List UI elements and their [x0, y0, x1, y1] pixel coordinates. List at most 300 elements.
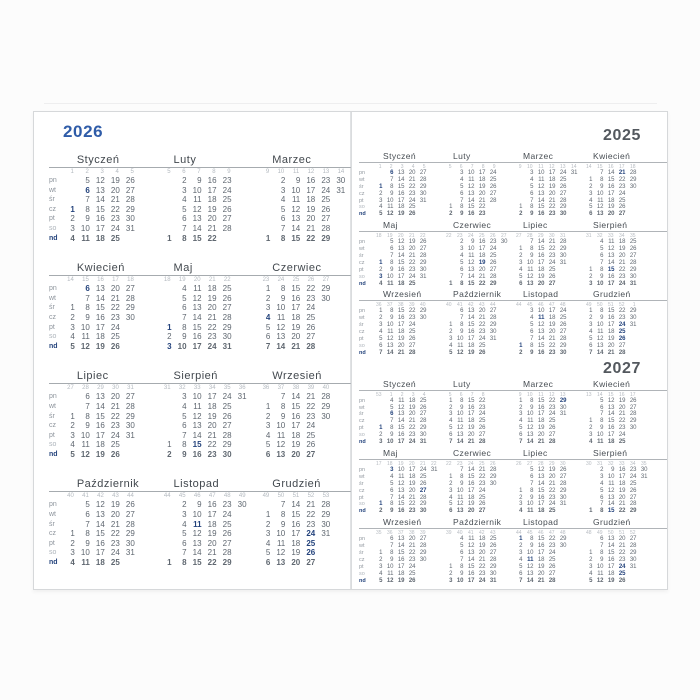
day-label: pt — [49, 215, 55, 223]
day-cell: 24 — [110, 223, 120, 233]
day-cell — [443, 536, 454, 543]
day-cell: 12 — [276, 322, 286, 332]
day-cell: 15 — [291, 284, 301, 294]
day-cell: 18 — [408, 473, 416, 480]
day-cell: 20 — [607, 342, 615, 349]
day-cell: 11 — [193, 195, 202, 205]
week-number: 22 — [419, 233, 426, 240]
day-cell — [638, 488, 649, 495]
day-cell: 12 — [537, 466, 545, 473]
day-row-pn — [373, 536, 443, 543]
day-label: pt — [359, 425, 364, 432]
day-cell — [373, 253, 384, 260]
day-cell: 23 — [478, 211, 486, 218]
day-cell: 23 — [478, 480, 486, 487]
day-cell: 22 — [618, 418, 626, 425]
month-grid — [62, 493, 156, 567]
day-cell: 5 — [390, 480, 394, 487]
week-number: 5 — [448, 164, 452, 170]
day-cell: 15 — [537, 397, 545, 404]
day-cell: 7 — [182, 430, 187, 440]
day-cell: 7 — [519, 577, 523, 584]
day-cell: 30 — [321, 411, 331, 421]
month-name-slot — [159, 154, 253, 166]
day-cell: 24 — [110, 322, 120, 332]
day-label: wt — [359, 176, 365, 183]
week-number: 36 — [375, 302, 382, 309]
day-label: cz — [359, 418, 365, 425]
day-cell: 6 — [182, 538, 187, 548]
day-cell — [443, 260, 454, 267]
week-number: 12 — [548, 164, 555, 170]
day-cell: 5 — [182, 411, 187, 421]
day-row-cz — [583, 191, 653, 198]
day-cell: 10 — [596, 322, 604, 329]
day-cell: 20 — [291, 558, 301, 568]
day-label: cz — [49, 205, 56, 213]
week-number: 41 — [456, 302, 463, 309]
day-label: so — [359, 501, 365, 508]
week-number: 48 — [559, 530, 566, 537]
day-label: pt — [359, 336, 364, 343]
day-cell: 18 — [207, 519, 217, 529]
day-cell: 5 — [449, 501, 453, 508]
day-row-sr — [373, 411, 443, 418]
day-cell — [638, 508, 649, 515]
day-cell: 17 — [607, 280, 615, 287]
day-cell: 6 — [589, 211, 593, 218]
day-cell — [317, 313, 332, 323]
day-cell: 31 — [125, 430, 135, 440]
day-row-wt — [257, 402, 351, 412]
day-cell: 3 — [70, 322, 75, 332]
month-name-slot — [513, 380, 583, 389]
month-name: Lipiec — [523, 447, 548, 458]
day-cell: 23 — [408, 190, 416, 197]
day-cell: 25 — [489, 176, 497, 183]
day-cell: 19 — [207, 411, 217, 421]
week-number: 9 — [518, 391, 522, 398]
week-number: 19 — [386, 233, 393, 240]
day-cell: 25 — [478, 418, 486, 425]
day-row-pn — [513, 536, 583, 543]
day-cell: 16 — [537, 349, 545, 356]
day-cell — [513, 198, 524, 205]
day-label: pn — [359, 239, 366, 246]
day-cell: 6 — [390, 487, 394, 494]
day-cell: 28 — [548, 577, 556, 584]
day-label: pn — [359, 466, 366, 473]
day-cell: 21 — [478, 273, 486, 280]
month-slot — [443, 164, 513, 218]
week-number: 34 — [629, 460, 636, 467]
day-cell: 1 — [589, 176, 593, 183]
day-cell: 26 — [559, 322, 567, 329]
day-cell — [234, 548, 249, 558]
day-cell: 27 — [125, 284, 135, 294]
day-cell: 9 — [390, 508, 394, 515]
week-number: 9 — [518, 164, 522, 170]
day-cell: 17 — [207, 185, 217, 195]
month-name-slot — [513, 518, 583, 527]
week-number: 45 — [526, 302, 533, 309]
day-cell — [234, 421, 249, 431]
month-name: Kwiecień — [593, 151, 631, 161]
week-number: 49 — [238, 493, 246, 500]
month-name-slot — [443, 518, 513, 527]
day-cell — [487, 350, 498, 357]
day-cell: 13 — [526, 280, 534, 287]
day-cell: 20 — [618, 253, 626, 260]
day-cell: 18 — [607, 570, 615, 577]
day-cell: 3 — [589, 432, 593, 439]
day-cell: 31 — [559, 259, 567, 266]
day-cell: 1 — [519, 397, 523, 404]
month-slot — [583, 164, 653, 218]
day-cell: 6 — [519, 570, 523, 577]
day-cell: 27 — [489, 190, 497, 197]
day-cell: 26 — [478, 501, 486, 508]
day-row-sr — [513, 481, 583, 488]
day-cell: 7 — [390, 253, 394, 260]
month-name-slot — [513, 152, 583, 161]
day-label: wt — [359, 315, 365, 322]
day-cell — [443, 274, 454, 281]
month-name-slot — [62, 262, 156, 274]
day-cell: 12 — [291, 204, 301, 214]
day-cell: 25 — [222, 519, 232, 529]
day-cell: 20 — [408, 487, 416, 494]
day-cell: 23 — [306, 293, 316, 303]
day-cell: 19 — [408, 480, 416, 487]
day-cell: 5 — [390, 239, 394, 246]
day-cell: 4 — [390, 397, 394, 404]
week-number: 13 — [559, 391, 566, 398]
day-cell: 7 — [530, 480, 534, 487]
day-cell: 22 — [478, 397, 486, 404]
day-cell — [443, 170, 454, 177]
week-number: 13 — [322, 169, 330, 175]
day-label: wt — [49, 511, 56, 519]
week-number: 42 — [467, 302, 474, 309]
day-cell: 11 — [387, 329, 394, 336]
day-cell — [583, 398, 594, 405]
week-number: 3 — [100, 169, 104, 175]
day-cell: 11 — [597, 197, 604, 204]
day-cell: 27 — [629, 253, 637, 260]
month-slot — [62, 493, 156, 567]
day-cell: 18 — [291, 312, 301, 322]
day-cell: 27 — [321, 214, 331, 224]
day-cell: 23 — [478, 329, 486, 336]
day-cell: 1 — [589, 308, 593, 315]
day-cell: 7 — [530, 239, 534, 246]
day-cell: 21 — [478, 466, 486, 473]
day-cell — [583, 536, 594, 543]
day-cell — [332, 195, 347, 205]
day-label: śr — [359, 253, 364, 260]
day-cell — [317, 342, 332, 352]
day-cell: 15 — [95, 529, 105, 539]
day-cell: 14 — [607, 501, 615, 508]
day-cell: 18 — [618, 480, 626, 487]
day-cell: 3 — [530, 308, 534, 315]
day-cell: 29 — [321, 510, 331, 520]
day-cell: 21 — [408, 543, 416, 550]
day-cell — [513, 170, 524, 177]
day-cell — [62, 520, 77, 530]
day-cell: 4 — [265, 538, 271, 548]
day-cell: 3 — [390, 466, 394, 473]
day-cell: 16 — [607, 425, 615, 432]
day-cell: 7 — [519, 439, 523, 446]
day-cell: 21 — [467, 439, 475, 446]
day-cell: 11 — [398, 473, 405, 480]
day-cell: 31 — [125, 223, 135, 233]
day-cell: 30 — [559, 211, 567, 218]
day-cell: 4 — [379, 204, 383, 211]
calendar-month-row — [359, 290, 667, 356]
day-cell — [513, 467, 524, 474]
month-grid-row — [359, 460, 667, 515]
day-cell: 22 — [408, 501, 416, 508]
day-cell: 16 — [291, 519, 301, 529]
week-number: 23 — [456, 460, 463, 467]
day-label: pn — [359, 397, 366, 404]
day-cell — [234, 529, 249, 539]
day-row-sr — [513, 253, 583, 260]
day-row-wt — [443, 246, 513, 253]
day-row-pn — [583, 536, 653, 543]
day-cell: 3 — [449, 336, 453, 343]
month-name: Czerwiec — [453, 220, 492, 231]
day-cell: 4 — [519, 418, 523, 425]
day-cell: 15 — [607, 418, 615, 425]
month-name: Sierpień — [173, 370, 218, 383]
day-cell — [583, 481, 594, 488]
day-cell: 4 — [70, 558, 75, 568]
day-cell: 11 — [597, 329, 604, 336]
day-cell: 19 — [408, 404, 416, 411]
day-cell: 22 — [207, 558, 217, 568]
week-number: 4 — [115, 169, 119, 175]
day-cell: 24 — [489, 170, 497, 176]
day-cell: 9 — [390, 556, 394, 563]
day-cell: 10 — [596, 563, 604, 570]
day-cell: 4 — [182, 401, 187, 411]
day-cell: 22 — [618, 508, 626, 515]
day-cell: 28 — [419, 543, 427, 550]
week-number: 40 — [322, 385, 330, 392]
day-cell: 22 — [408, 183, 416, 190]
day-row-so — [513, 204, 583, 211]
week-number: 8 — [481, 391, 485, 398]
day-row-sr — [583, 322, 653, 329]
day-cell — [317, 303, 332, 313]
day-cell: 30 — [125, 214, 135, 224]
day-cell: 1 — [449, 280, 453, 287]
day-cell: 4 — [70, 233, 75, 243]
day-cell: 15 — [397, 425, 405, 432]
day-cell: 2 — [519, 404, 523, 411]
day-cell: 28 — [489, 273, 497, 280]
day-cell: 25 — [618, 570, 626, 577]
day-cell: 7 — [85, 519, 90, 529]
day-cell: 18 — [607, 329, 615, 336]
day-cell — [417, 343, 428, 350]
day-cell: 4 — [182, 519, 187, 529]
day-cell — [568, 191, 579, 198]
day-cell — [234, 510, 249, 520]
day-cell: 14 — [192, 312, 202, 322]
day-row-pt — [513, 425, 583, 432]
calendar-month-row — [359, 152, 667, 218]
day-cell: 27 — [478, 432, 486, 439]
day-cell: 11 — [276, 312, 286, 322]
month-name: Październik — [453, 517, 502, 528]
day-cell — [498, 281, 509, 288]
day-cell: 29 — [559, 246, 567, 253]
day-cell: 6 — [182, 421, 187, 431]
day-row-so — [443, 432, 513, 439]
day-cell: 11 — [387, 204, 394, 211]
day-row-wt — [583, 474, 653, 481]
day-cell: 26 — [306, 548, 316, 558]
day-cell: 16 — [537, 404, 545, 411]
day-cell: 30 — [629, 315, 637, 322]
day-cell: 4 — [449, 342, 453, 349]
day-cell: 2 — [379, 508, 383, 515]
day-cell: 31 — [640, 473, 648, 480]
day-cell: 23 — [548, 253, 556, 260]
week-number: 30 — [112, 385, 119, 392]
day-cell: 2 — [449, 404, 453, 411]
day-cell: 31 — [489, 577, 497, 584]
day-cell: 26 — [408, 336, 416, 343]
week-number: 43 — [489, 530, 496, 537]
day-cell: 12 — [192, 411, 202, 421]
day-cell: 23 — [306, 519, 316, 529]
day-row-pt — [443, 198, 513, 205]
month-slot — [159, 277, 253, 351]
day-cell: 9 — [600, 556, 604, 563]
day-cell: 28 — [125, 519, 135, 529]
day-cell: 8 — [530, 397, 534, 404]
day-cell: 30 — [640, 466, 648, 473]
day-cell: 8 — [280, 233, 286, 243]
week-number: 7 — [197, 169, 201, 175]
day-cell: 4 — [379, 280, 383, 287]
day-cell: 8 — [600, 418, 604, 425]
day-cell: 2 — [70, 538, 75, 548]
day-cell: 10 — [386, 197, 394, 204]
day-cell: 25 — [110, 558, 120, 568]
day-cell — [62, 392, 77, 402]
day-cell: 13 — [276, 449, 286, 459]
week-number: 6 — [459, 164, 463, 170]
week-number: 49 — [585, 302, 592, 309]
day-cell: 9 — [390, 190, 394, 197]
week-number: 1 — [70, 169, 74, 175]
day-cell: 18 — [95, 233, 105, 243]
day-cell: 13 — [526, 432, 534, 439]
day-cell — [443, 308, 454, 315]
week-number: 11 — [293, 169, 300, 175]
week-number: 7 — [470, 164, 474, 170]
day-row-nd — [443, 281, 513, 288]
month-grid — [583, 392, 653, 446]
day-cell — [159, 176, 174, 186]
day-cell: 25 — [559, 315, 567, 322]
day-cell: 14 — [95, 401, 105, 411]
day-row-cz — [373, 418, 443, 425]
day-cell: 27 — [222, 214, 232, 224]
day-cell: 28 — [629, 543, 637, 550]
day-cell: 31 — [559, 501, 567, 508]
day-cell: 15 — [467, 322, 475, 329]
day-label: wt — [49, 186, 56, 194]
day-cell: 12 — [95, 176, 105, 185]
day-cell — [373, 488, 384, 495]
day-cell: 22 — [548, 397, 556, 404]
day-cell: 30 — [419, 432, 427, 439]
day-row-wt — [513, 177, 583, 184]
day-row-cz — [583, 329, 653, 336]
day-cell: 29 — [629, 266, 637, 273]
day-cell: 6 — [460, 549, 464, 556]
day-cell: 23 — [618, 273, 626, 280]
day-cell: 9 — [530, 211, 534, 218]
week-number: 5 — [448, 391, 452, 398]
day-cell: 26 — [306, 322, 316, 332]
day-cell: 3 — [589, 190, 593, 197]
day-cell: 2 — [265, 293, 271, 303]
day-cell: 28 — [222, 312, 232, 322]
day-cell: 15 — [467, 204, 475, 211]
day-cell: 12 — [596, 204, 604, 211]
day-row-nd — [257, 450, 351, 460]
month-grid — [443, 233, 513, 287]
day-cell: 29 — [419, 425, 427, 432]
day-cell: 2 — [70, 421, 75, 431]
day-cell — [257, 224, 272, 234]
month-slot — [373, 233, 443, 287]
day-cell — [122, 558, 137, 568]
day-row-cz — [583, 260, 653, 267]
day-cell: 5 — [379, 577, 383, 584]
day-cell: 3 — [379, 322, 383, 329]
day-cell — [487, 343, 498, 350]
day-cell: 30 — [629, 556, 637, 563]
calendar-month-row — [359, 221, 667, 287]
day-row-pt — [513, 336, 583, 343]
day-cell: 11 — [457, 494, 464, 501]
day-cell: 4 — [182, 284, 187, 294]
day-cell: 9 — [390, 266, 394, 273]
week-number: 35 — [375, 530, 382, 537]
day-cell — [583, 405, 594, 412]
day-cell: 16 — [537, 253, 545, 260]
day-row-so — [443, 274, 513, 281]
day-cell: 15 — [397, 501, 405, 508]
day-cell: 31 — [629, 563, 637, 570]
day-cell: 28 — [618, 349, 626, 356]
day-cell: 29 — [489, 473, 497, 480]
day-cell: 8 — [460, 397, 464, 404]
day-cell — [557, 418, 568, 425]
day-cell: 14 — [467, 197, 475, 204]
day-cell: 26 — [629, 397, 637, 404]
